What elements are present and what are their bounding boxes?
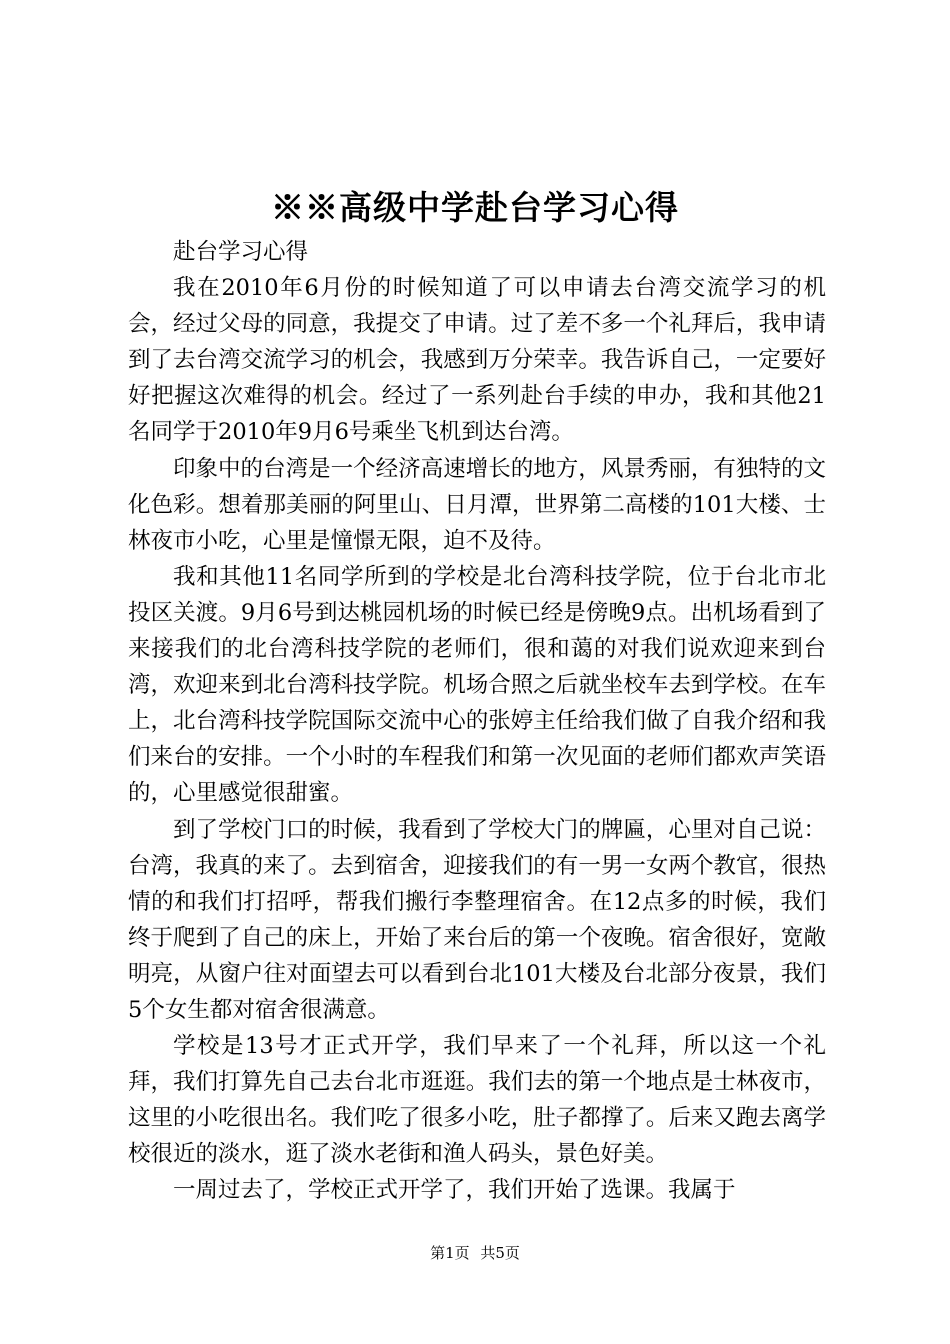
- page-total: 共5页: [480, 1244, 520, 1262]
- paragraph: 我和其他11名同学所到的学校是北台湾科技学院，位于台北市北投区关渡。9月6号到达桃园机场的时候已经是傍晚9点。出机场看到了来接我们的北台湾科技学院的老师们，很和蔼的对我们说欢迎来到台湾，欢迎来到北台湾科技学院。机场合照之后就坐校车去到学校。在车上，北台湾科技学院国际交流中心的张婷主任给我们做了自我介绍和我们来台的安排。一个小时的车程我们和第一次见面的老师们都欢声笑语的，心里感觉很甜蜜。: [128, 563, 826, 807]
- paragraph: 印象中的台湾是一个经济高速增长的地方，风景秀丽，有独特的文化色彩。想着那美丽的阿里山、日月潭，世界第二高楼的101大楼、士林夜市小吃，心里是憧憬无限，迫不及待。: [128, 455, 826, 554]
- document-title: ※※高级中学赴台学习心得: [271, 188, 679, 227]
- paragraph: 一周过去了，学校正式开学了，我们开始了选课。我属于: [173, 1177, 736, 1204]
- paragraph: 我在2010年6月份的时候知道了可以申请去台湾交流学习的机会，经过父母的同意，我提交了申请。过了差不多一个礼拜后，我申请到了去台湾交流学习的机会，我感到万分荣幸。我告诉自己，一定要好好把握这次难得的机会。经过了一系列赴台手续的申办，我和其他21名同学于2010年9月6号乘坐飞机到达台湾。: [128, 275, 826, 446]
- paragraph: 学校是13号才正式开学，我们早来了一个礼拜，所以这一个礼拜，我们打算先自己去台北市逛逛。我们去的第一个地点是士林夜市，这里的小吃很出名。我们吃了很多小吃，肚子都撑了。后来又跑去离学校很近的淡水，逛了淡水老街和渔人码头，景色好美。: [128, 1033, 826, 1168]
- page-number: 第1页: [430, 1244, 470, 1262]
- document-body: [128, 234, 826, 1209]
- page-footer: [0, 1242, 950, 1264]
- paragraph: 到了学校门口的时候，我看到了学校大门的牌匾，心里对自己说：台湾，我真的来了。去到宿舍，迎接我们的有一男一女两个教官，很热情的和我们打招呼，帮我们搬行李整理宿舍。在12点多的时候，我们终于爬到了自己的床上，开始了来台后的第一个夜晚。宿舍很好，宽敞明亮，从窗户往对面望去可以看到台北101大楼及台北部分夜景，我们5个女生都对宿舍很满意。: [128, 816, 826, 1023]
- paragraph-subtitle: 赴台学习心得: [173, 239, 309, 265]
